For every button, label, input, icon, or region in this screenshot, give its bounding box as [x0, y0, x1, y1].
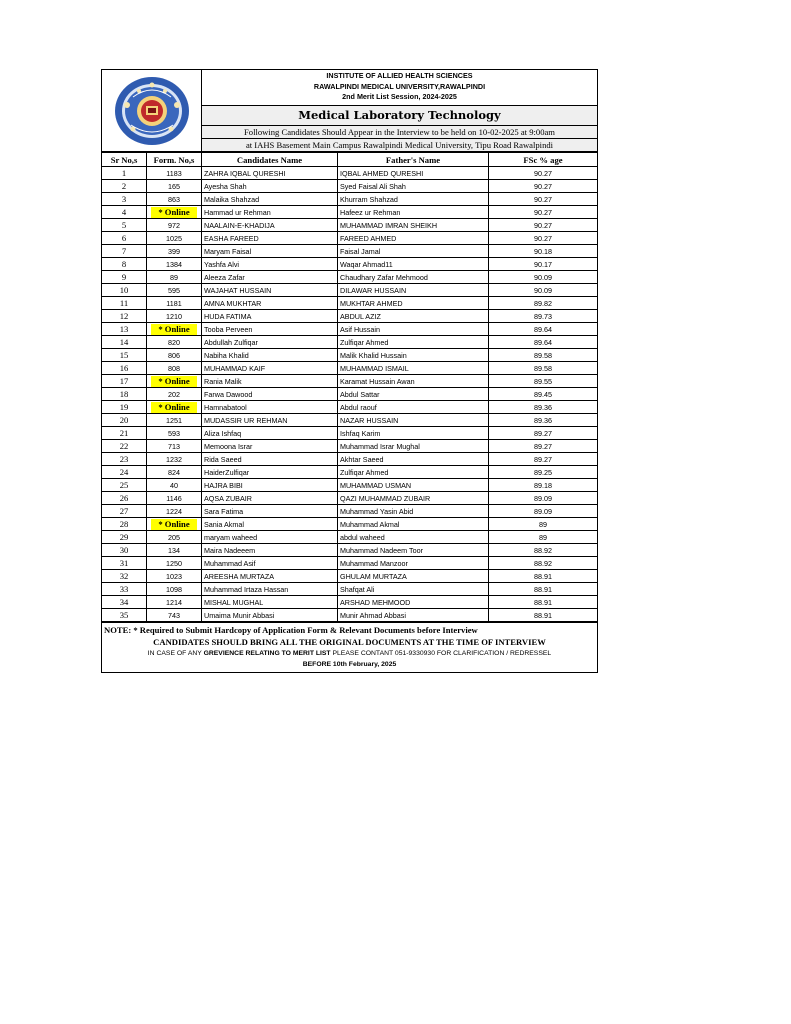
cell-sr: 20: [102, 414, 147, 427]
table-row: [102, 596, 597, 609]
cell-father: Muhammad Manzoor: [338, 557, 489, 570]
cell-father: Muhammad Israr Mughal: [338, 440, 489, 453]
cell-father: Abdul Sattar: [338, 388, 489, 401]
cell-fsc: 89.73: [489, 310, 598, 323]
table-row: [102, 609, 597, 622]
cell-fsc: 88.92: [489, 557, 598, 570]
cell-form-online: [147, 375, 202, 388]
cell-father: Ishfaq Karim: [338, 427, 489, 440]
cell-form: 824: [147, 466, 202, 479]
table-row: [102, 570, 597, 583]
cell-form: 1210: [147, 310, 202, 323]
cell-sr: 19: [102, 401, 147, 414]
cell-father: IQBAL AHMED QURESHI: [338, 167, 489, 180]
cell-name: Yashfa Alvi: [202, 258, 338, 271]
cell-form: 1181: [147, 297, 202, 310]
cell-form: 40: [147, 479, 202, 492]
cell-sr: 6: [102, 232, 147, 245]
header-titles: [202, 70, 597, 151]
note-grievance-part2: GREVIENCE RELATING TO MERIT LIST: [203, 650, 331, 657]
cell-form: 1214: [147, 596, 202, 609]
cell-father: Malik Khalid Hussain: [338, 349, 489, 362]
table-row: [102, 531, 597, 544]
cell-form: 1183: [147, 167, 202, 180]
cell-father: DILAWAR HUSSAIN: [338, 284, 489, 297]
table-row: [102, 557, 597, 570]
col-header-form: Form. No,s: [147, 153, 202, 167]
cell-sr: 12: [102, 310, 147, 323]
table-row: [102, 427, 597, 440]
cell-sr: 3: [102, 193, 147, 206]
cell-sr: 2: [102, 180, 147, 193]
cell-father: Abdul raouf: [338, 401, 489, 414]
cell-fsc: 90.27: [489, 219, 598, 232]
cell-father: GHULAM MURTAZA: [338, 570, 489, 583]
cell-name: Muhammad Irtaza Hassan: [202, 583, 338, 596]
cell-fsc: 90.18: [489, 245, 598, 258]
cell-father: ARSHAD MEHMOOD: [338, 596, 489, 609]
cell-name: MUHAMMAD KAIF: [202, 362, 338, 375]
cell-father: Asif Hussain: [338, 323, 489, 336]
cell-name: HAJRA BIBI: [202, 479, 338, 492]
cell-sr: 35: [102, 609, 147, 622]
note-hardcopy: NOTE: * Required to Submit Hardcopy of Application Form & Relevant Documents before Interview: [104, 625, 478, 635]
cell-form: 972: [147, 219, 202, 232]
cell-sr: 5: [102, 219, 147, 232]
cell-father: Akhtar Saeed: [338, 453, 489, 466]
cell-father: Muhammad Yasin Abid: [338, 505, 489, 518]
online-badge: * Online: [151, 207, 197, 218]
cell-form: 1251: [147, 414, 202, 427]
table-row: [102, 440, 597, 453]
cell-sr: 25: [102, 479, 147, 492]
cell-form: 713: [147, 440, 202, 453]
cell-fsc: 89.58: [489, 362, 598, 375]
table-row: [102, 258, 597, 271]
cell-form: 202: [147, 388, 202, 401]
cell-fsc: 89.36: [489, 401, 598, 414]
cell-form: 863: [147, 193, 202, 206]
cell-sr: 16: [102, 362, 147, 375]
table-row: [102, 505, 597, 518]
cell-form: 89: [147, 271, 202, 284]
col-header-fsc: FSc % age: [489, 153, 598, 167]
cell-fsc: 90.27: [489, 180, 598, 193]
table-row: [102, 297, 597, 310]
cell-fsc: 89.18: [489, 479, 598, 492]
col-header-sr: Sr No,s: [102, 153, 147, 167]
cell-father: Karamat Hussain Awan: [338, 375, 489, 388]
cell-name: Hammad ur Rehman: [202, 206, 338, 219]
table-row: [102, 193, 597, 206]
online-badge: * Online: [151, 519, 197, 530]
cell-fsc: 90.27: [489, 232, 598, 245]
table-header-row: [102, 153, 597, 167]
cell-name: Muhammad Asif: [202, 557, 338, 570]
cell-sr: 26: [102, 492, 147, 505]
cell-name: Tooba Perveen: [202, 323, 338, 336]
cell-name: AREESHA MURTAZA: [202, 570, 338, 583]
cell-sr: 11: [102, 297, 147, 310]
cell-sr: 10: [102, 284, 147, 297]
note-original-documents: CANDIDATES SHOULD BRING ALL THE ORIGINAL DOCUMENTS AT THE TIME OF INTERVIEW: [153, 637, 546, 647]
cell-form-online: [147, 323, 202, 336]
cell-sr: 13: [102, 323, 147, 336]
cell-fsc: 90.09: [489, 271, 598, 284]
cell-fsc: 89.36: [489, 414, 598, 427]
cell-sr: 34: [102, 596, 147, 609]
cell-form-online: [147, 518, 202, 531]
cell-sr: 21: [102, 427, 147, 440]
cell-form-online: [147, 206, 202, 219]
table-row: [102, 336, 597, 349]
cell-sr: 28: [102, 518, 147, 531]
cell-fsc: 89.27: [489, 453, 598, 466]
cell-name: AMNA MUKHTAR: [202, 297, 338, 310]
cell-name: Sania Akmal: [202, 518, 338, 531]
cell-form: 806: [147, 349, 202, 362]
note-grievance: [102, 648, 597, 659]
cell-fsc: 89.09: [489, 505, 598, 518]
cell-name: Rania Malik: [202, 375, 338, 388]
rmu-seal-logo-icon: [113, 75, 191, 147]
cell-form: 1384: [147, 258, 202, 271]
cell-father: FAREED AHMED: [338, 232, 489, 245]
table-row: [102, 388, 597, 401]
cell-form: 820: [147, 336, 202, 349]
cell-form-online: [147, 401, 202, 414]
cell-fsc: 89.25: [489, 466, 598, 479]
cell-fsc: 88.92: [489, 544, 598, 557]
logo-cell: [102, 70, 202, 151]
note-grievance-part3: PLEASE CONTANT 051-9330930 FOR CLARIFICATION / REDRESSEL: [330, 650, 552, 657]
table-row: [102, 232, 597, 245]
online-badge: * Online: [151, 324, 197, 335]
table-row: [102, 284, 597, 297]
cell-father: Waqar Ahmad11: [338, 258, 489, 271]
cell-sr: 8: [102, 258, 147, 271]
cell-form: 1146: [147, 492, 202, 505]
table-row: [102, 401, 597, 414]
cell-fsc: 89.55: [489, 375, 598, 388]
cell-name: Aliza Ishfaq: [202, 427, 338, 440]
cell-form: 1098: [147, 583, 202, 596]
cell-fsc: 90.17: [489, 258, 598, 271]
table-row: [102, 323, 597, 336]
cell-name: NAALAIN-E-KHADIJA: [202, 219, 338, 232]
cell-father: abdul waheed: [338, 531, 489, 544]
cell-name: Ayesha Shah: [202, 180, 338, 193]
cell-fsc: 90.27: [489, 167, 598, 180]
table-row: [102, 271, 597, 284]
cell-sr: 14: [102, 336, 147, 349]
cell-fsc: 89.82: [489, 297, 598, 310]
table-row: [102, 375, 597, 388]
cell-sr: 1: [102, 167, 147, 180]
cell-form: 1232: [147, 453, 202, 466]
table-row: [102, 583, 597, 596]
cell-name: HUDA FATIMA: [202, 310, 338, 323]
cell-father: Zulfiqar Ahmed: [338, 336, 489, 349]
table-row: [102, 479, 597, 492]
cell-sr: 15: [102, 349, 147, 362]
cell-form: 205: [147, 531, 202, 544]
cell-form: 134: [147, 544, 202, 557]
notes-block: [102, 622, 597, 672]
cell-fsc: 89.27: [489, 440, 598, 453]
cell-sr: 27: [102, 505, 147, 518]
cell-form: 399: [147, 245, 202, 258]
cell-father: Faisal Jamal: [338, 245, 489, 258]
cell-fsc: 90.27: [489, 206, 598, 219]
cell-name: Hamnabatool: [202, 401, 338, 414]
cell-fsc: 89.58: [489, 349, 598, 362]
cell-name: EASHA FAREED: [202, 232, 338, 245]
table-row: [102, 180, 597, 193]
cell-name: Rida Saeed: [202, 453, 338, 466]
interview-notice-line1: Following Candidates Should Appear in the Interview to be held on 10-02-2025 at 9:00am: [202, 126, 597, 139]
cell-fsc: 89.64: [489, 323, 598, 336]
cell-form: 1023: [147, 570, 202, 583]
cell-father: Munir Ahmad Abbasi: [338, 609, 489, 622]
cell-form: 743: [147, 609, 202, 622]
online-badge: * Online: [151, 376, 197, 387]
cell-father: Chaudhary Zafar Mehmood: [338, 271, 489, 284]
cell-fsc: 89: [489, 518, 598, 531]
cell-fsc: 88.91: [489, 609, 598, 622]
cell-sr: 33: [102, 583, 147, 596]
cell-name: Malaika Shahzad: [202, 193, 338, 206]
cell-sr: 24: [102, 466, 147, 479]
cell-name: MISHAL MUGHAL: [202, 596, 338, 609]
cell-father: Zulfiqar Ahmed: [338, 466, 489, 479]
cell-form: 1224: [147, 505, 202, 518]
cell-father: Khurram Shahzad: [338, 193, 489, 206]
cell-name: HaiderZulfiqar: [202, 466, 338, 479]
cell-fsc: 88.91: [489, 583, 598, 596]
cell-sr: 23: [102, 453, 147, 466]
cell-name: Nabiha Khalid: [202, 349, 338, 362]
cell-name: Umaima Munir Abbasi: [202, 609, 338, 622]
cell-fsc: 89.45: [489, 388, 598, 401]
col-header-name: Candidates Name: [202, 153, 338, 167]
cell-father: MUHAMMAD IMRAN SHEIKH: [338, 219, 489, 232]
table-row: [102, 245, 597, 258]
cell-father: Muhammad Nadeem Toor: [338, 544, 489, 557]
institute-block: [202, 70, 597, 106]
cell-sr: 4: [102, 206, 147, 219]
cell-father: MUHAMMAD ISMAIL: [338, 362, 489, 375]
cell-father: Syed Faisal Ali Shah: [338, 180, 489, 193]
interview-notice-line2: at IAHS Basement Main Campus Rawalpindi Medical University, Tipu Road Rawalpindi: [202, 139, 597, 151]
cell-name: Farwa Dawood: [202, 388, 338, 401]
cell-sr: 7: [102, 245, 147, 258]
cell-fsc: 89.64: [489, 336, 598, 349]
cell-name: WAJAHAT HUSSAIN: [202, 284, 338, 297]
cell-name: AQSA ZUBAIR: [202, 492, 338, 505]
table-row: [102, 453, 597, 466]
session-title: 2nd Merit List Session, 2024-2025: [342, 92, 457, 101]
cell-form: 593: [147, 427, 202, 440]
cell-name: ZAHRA IQBAL QURESHI: [202, 167, 338, 180]
cell-sr: 22: [102, 440, 147, 453]
cell-father: Shafqat Ali: [338, 583, 489, 596]
cell-form: 595: [147, 284, 202, 297]
table-row: [102, 167, 597, 180]
cell-name: MUDASSIR UR REHMAN: [202, 414, 338, 427]
table-row: [102, 362, 597, 375]
table-row: [102, 544, 597, 557]
institute-name: INSTITUTE OF ALLIED HEALTH SCIENCES: [326, 71, 473, 80]
cell-sr: 31: [102, 557, 147, 570]
cell-father: MUKHTAR AHMED: [338, 297, 489, 310]
cell-sr: 30: [102, 544, 147, 557]
cell-form: 808: [147, 362, 202, 375]
cell-father: NAZAR HUSSAIN: [338, 414, 489, 427]
cell-fsc: 88.91: [489, 596, 598, 609]
cell-fsc: 89.09: [489, 492, 598, 505]
cell-name: Abdullah Zulfiqar: [202, 336, 338, 349]
program-title: Medical Laboratory Technology: [202, 106, 597, 126]
table-row: [102, 219, 597, 232]
table-row: [102, 466, 597, 479]
table-row: [102, 414, 597, 427]
note-deadline: BEFORE 10th February, 2025: [302, 661, 397, 668]
cell-sr: 17: [102, 375, 147, 388]
cell-name: Sara Fatima: [202, 505, 338, 518]
cell-fsc: 90.27: [489, 193, 598, 206]
cell-name: Memoona Israr: [202, 440, 338, 453]
online-badge: * Online: [151, 402, 197, 413]
cell-father: QAZI MUHAMMAD ZUBAIR: [338, 492, 489, 505]
cell-name: Maryam Faisal: [202, 245, 338, 258]
table-row: [102, 492, 597, 505]
cell-sr: 29: [102, 531, 147, 544]
col-header-father: Father's Name: [338, 153, 489, 167]
table-row: [102, 518, 597, 531]
cell-sr: 32: [102, 570, 147, 583]
cell-form: 1250: [147, 557, 202, 570]
merit-list-sheet: [101, 69, 598, 673]
cell-form: 1025: [147, 232, 202, 245]
cell-name: maryam waheed: [202, 531, 338, 544]
cell-sr: 18: [102, 388, 147, 401]
cell-father: Hafeez ur Rehman: [338, 206, 489, 219]
university-name: RAWALPINDI MEDICAL UNIVERSITY,RAWALPINDI: [313, 81, 486, 91]
cell-form: 165: [147, 180, 202, 193]
cell-name: Aleeza Zafar: [202, 271, 338, 284]
cell-fsc: 89: [489, 531, 598, 544]
table-row: [102, 310, 597, 323]
cell-sr: 9: [102, 271, 147, 284]
cell-father: ABDUL AZIZ: [338, 310, 489, 323]
cell-father: Muhammad Akmal: [338, 518, 489, 531]
cell-fsc: 88.91: [489, 570, 598, 583]
cell-name: Maira Nadeeem: [202, 544, 338, 557]
cell-fsc: 90.09: [489, 284, 598, 297]
header: [102, 70, 597, 152]
merit-table: [102, 152, 597, 622]
cell-fsc: 89.27: [489, 427, 598, 440]
table-row: [102, 349, 597, 362]
table-row: [102, 206, 597, 219]
cell-father: MUHAMMAD USMAN: [338, 479, 489, 492]
note-grievance-part1: IN CASE OF ANY: [147, 650, 204, 657]
